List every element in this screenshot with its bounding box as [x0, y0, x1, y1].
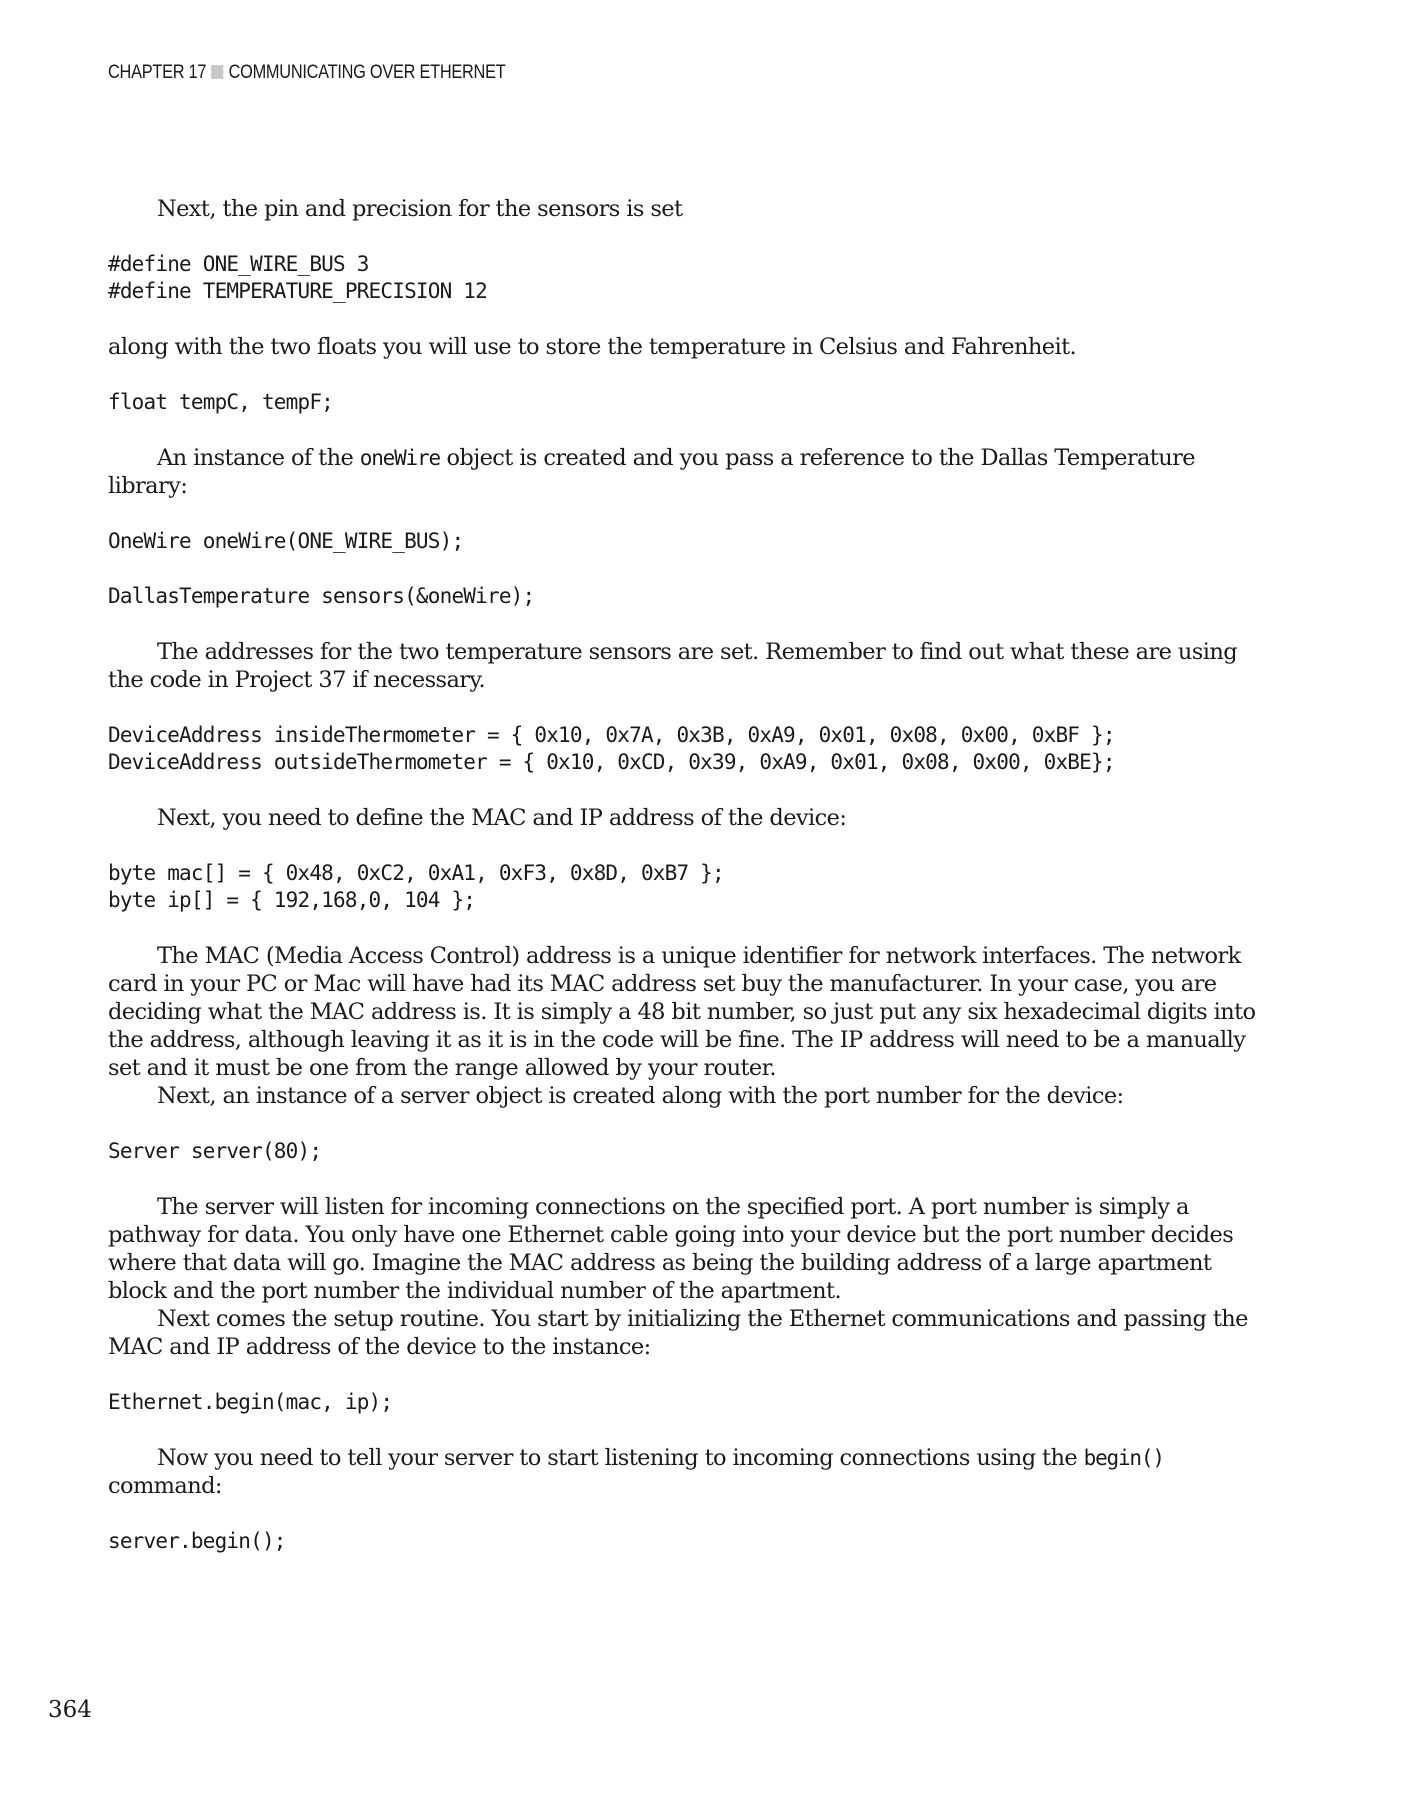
paragraph-server-begin: Now you need to tell your server to start listening to incoming connections using the begin() command:: [108, 1445, 1164, 1499]
chapter-title: COMMUNICATING OVER ETHERNET: [228, 62, 506, 83]
paragraph-setup-routine: Next comes the setup routine. You start by initializing the Ethernet communications and passing the MAC and IP address of the device to the instance:: [108, 1306, 1248, 1360]
paragraph-server-instance: Next, an instance of a server object is created along with the port number for the device:: [157, 1083, 1124, 1109]
page-body: [108, 195, 1268, 1555]
paragraph-mac-explanation: The MAC (Media Access Control) address is a unique identifier for network interfaces. The network card in your PC or Mac will have had its MAC address set buy the manufacturer. In your case, you are deciding what the MAC address is. It is simply a 48 bit number, so just put any six hexadecimal digits into the address, although leaving it as it is in the code will be fine. The IP address will need to be a manually set and it must be one from the range allowed by your router.: [108, 943, 1256, 1081]
code-define-bus: #define ONE_WIRE_BUS 3 #define TEMPERATURE_PRECISION 12: [108, 252, 487, 303]
paragraph-mac-ip: Next, you need to define the MAC and IP address of the device:: [157, 805, 847, 831]
code-device-addresses: DeviceAddress insideThermometer = { 0x10, 0x7A, 0x3B, 0xA9, 0x01, 0x08, 0x00, 0xBF }; DeviceAddress outsideThermometer = { 0x10, 0xCD, 0x39, 0xA9, 0x01, 0x08, 0x00, 0xBE};: [108, 723, 1115, 774]
page-number: 364: [48, 1697, 92, 1723]
running-header: [108, 62, 505, 84]
code-server-begin: server.begin();: [108, 1529, 286, 1553]
inline-code-begin: begin(): [1083, 1446, 1164, 1470]
chapter-label: CHAPTER 17: [108, 62, 207, 83]
paragraph-pin-precision: Next, the pin and precision for the sensors is set: [157, 196, 683, 222]
code-mac-ip: byte mac[] = { 0x48, 0xC2, 0xA1, 0xF3, 0x8D, 0xB7 }; byte ip[] = { 192,168,0, 104 };: [108, 861, 724, 912]
paragraph-sensor-addresses: The addresses for the two temperature sensors are set. Remember to find out what these are using the code in Project 37 if necessary.: [108, 639, 1238, 693]
paragraph-floats: along with the two floats you will use to store the temperature in Celsius and Fahrenheit.: [108, 334, 1077, 360]
inline-code-onewire: oneWire: [359, 446, 440, 470]
code-onewire: OneWire oneWire(ONE_WIRE_BUS);: [108, 529, 464, 553]
code-ethernet-begin: Ethernet.begin(mac, ip);: [108, 1390, 393, 1414]
paragraph-onewire-instance: An instance of the oneWire object is created and you pass a reference to the Dallas Temperature library:: [108, 445, 1196, 499]
code-floats: float tempC, tempF;: [108, 390, 334, 414]
paragraph-port-explanation: The server will listen for incoming connections on the specified port. A port number is simply a pathway for data. You only have one Ethernet cable going into your device but the port number decides where that data will go. Imagine the MAC address as being the building address of a large apartment block and the port number the individual number of the apartment.: [108, 1194, 1234, 1304]
code-server: Server server(80);: [108, 1139, 322, 1163]
separator-square-icon: [211, 65, 223, 79]
code-dallas-temperature: DallasTemperature sensors(&oneWire);: [108, 584, 535, 608]
